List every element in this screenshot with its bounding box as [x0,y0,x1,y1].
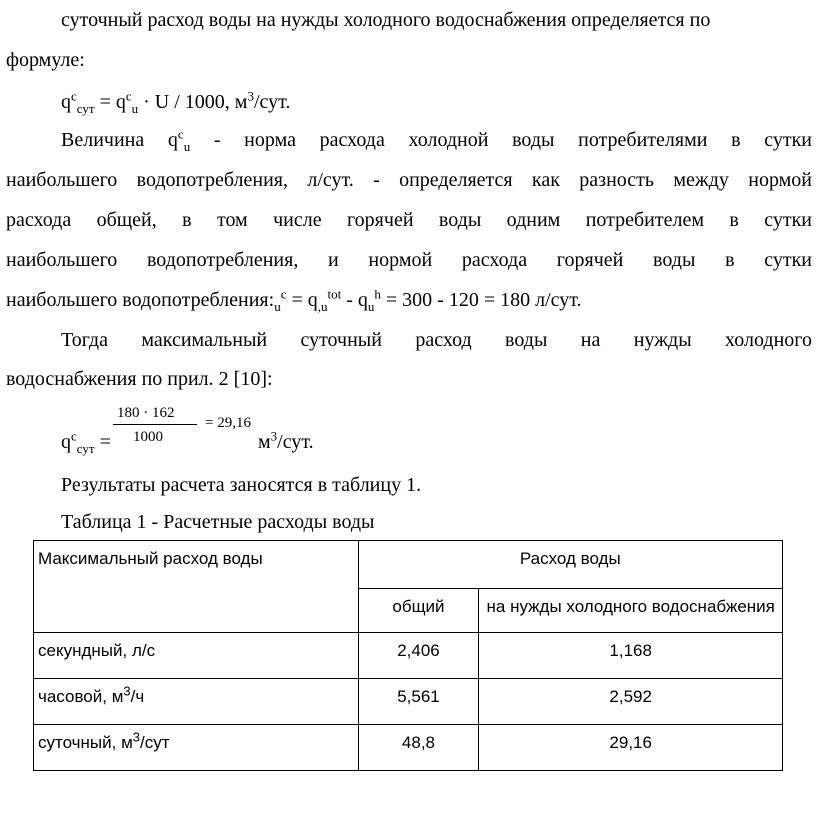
fraction-numerator: 180 · 162 [117,405,175,421]
paragraph-line: наибольшего водопотребления, и нормой расхода горячей воды в сутки [6,249,812,271]
row-label: секундный, л/с [34,633,359,679]
table-row [34,633,783,679]
row-label: часовой, $м^3/ч$ [34,679,359,725]
header-max-flow: Максимальный расход воды [34,541,359,633]
paragraph-line: Результаты расчета заносятся в таблицу 1. [61,474,422,496]
header-flow: Расход воды [358,541,782,589]
fraction-bar [113,424,197,425]
table-row [34,679,783,725]
paragraph-line: наибольшего водопотребления, л/сут. - определяется как разность между нормой [6,169,812,191]
table-caption: Таблица 1 - Расчетные расходы воды [61,511,375,533]
paragraph-line: водоснабжения по прил. 2 [10]: [6,368,273,390]
paragraph-line: Величина $q^c_u$ - норма расхода холодной воды потребителями в сутки [61,126,812,154]
cell-cold: 2,592 [479,679,783,725]
formula-norm-difference: наибольшего $водопотребления:_u^c = q_{,u}^{tot} - q_u^h = 300 - 120 = 180$ л/сут. [6,286,582,314]
flow-table [33,540,783,771]
cell-total: 5,561 [358,679,479,725]
cell-total: 48,8 [358,725,479,771]
formula-daily-cold: $q^c_{сут} = q^c_u \cdot U / 1000$, $м^3$/сут. [61,88,291,116]
formula-max-daily: $q^c_{сут}$ = [61,428,111,456]
paragraph-line: суточный расход воды на нужды холодного водоснабжения определяется по [61,9,711,31]
header-cold: на нужды холодного водоснабжения [479,589,783,633]
table-row [34,725,783,771]
row-label: суточный, $м^3$/сут [34,725,359,771]
cell-cold: 1,168 [479,633,783,679]
formula-unit: $м^3$/сут. [258,428,314,453]
cell-total: 2,406 [358,633,479,679]
paragraph-line: формуле: [6,49,85,71]
fraction-denominator: 1000 [133,429,163,445]
paragraph-line: Тогда максимальный суточный расход воды на нужды холодного [61,329,812,351]
header-total: общий [358,589,479,633]
paragraph-line: расхода общей, в том числе горячей воды одним потребителем в сутки [6,209,812,231]
fraction-result: = 29,16 [205,415,251,431]
cell-cold: 29,16 [479,725,783,771]
